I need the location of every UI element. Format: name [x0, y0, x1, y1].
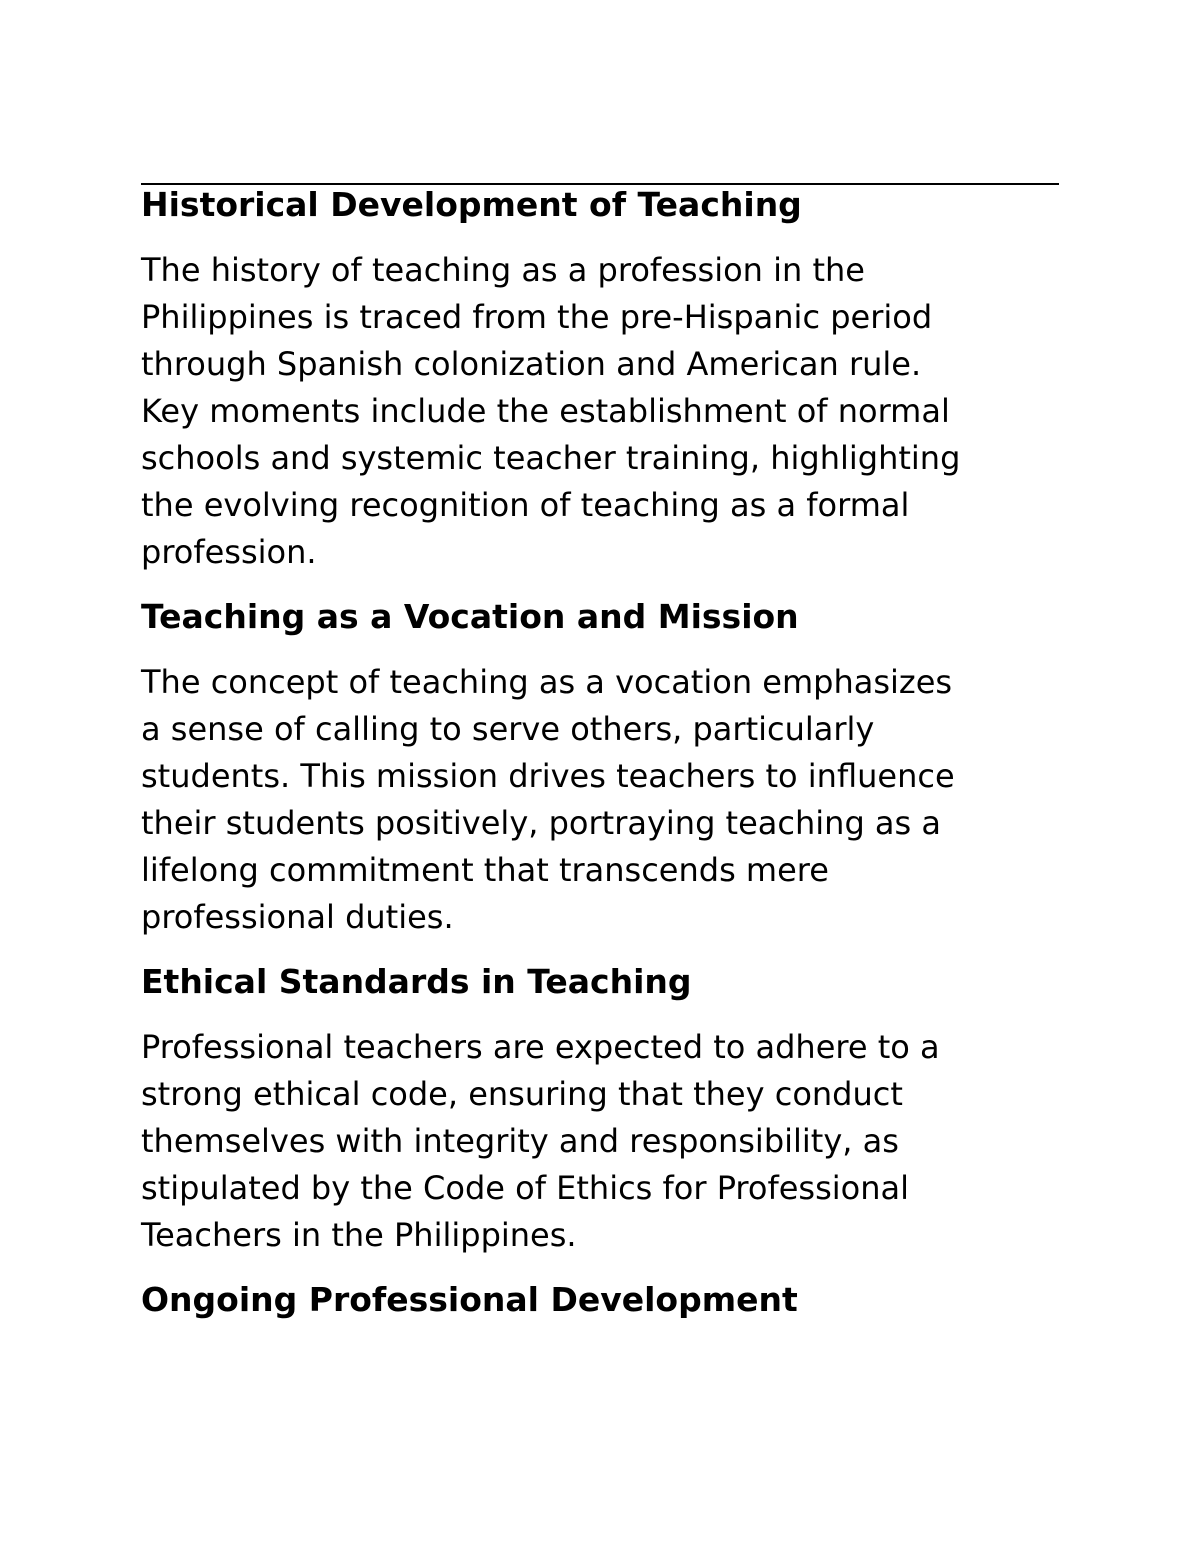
paragraph-line: themselves with integrity and responsibility, as [141, 1122, 899, 1160]
section-vocation-mission [141, 597, 1059, 941]
paragraph-line: Teachers in the Philippines. [141, 1216, 577, 1254]
paragraph-line: a sense of calling to serve others, particularly [141, 710, 875, 748]
paragraph-line: through Spanish colonization and American rule. [141, 345, 922, 383]
section-ethical-standards [141, 962, 1059, 1259]
section-heading: Teaching as a Vocation and Mission [141, 597, 799, 636]
section-paragraph [141, 1024, 1059, 1259]
paragraph-line: their students positively, portraying teaching as a [141, 804, 941, 842]
paragraph-line: profession. [141, 533, 317, 571]
paragraph-line: students. This mission drives teachers to influence [141, 757, 955, 795]
document-body [141, 185, 1059, 1342]
paragraph-line: The concept of teaching as a vocation emphasizes [141, 663, 953, 701]
section-paragraph [141, 659, 1059, 941]
paragraph-line: stipulated by the Code of Ethics for Professional [141, 1169, 909, 1207]
section-paragraph [141, 247, 1059, 576]
section-historical-development [141, 185, 1059, 576]
paragraph-line: schools and systemic teacher training, highlighting [141, 439, 961, 477]
paragraph-line: lifelong commitment that transcends mere [141, 851, 829, 889]
paragraph-line: professional duties. [141, 898, 454, 936]
section-professional-development [141, 1280, 1059, 1320]
section-heading: Ethical Standards in Teaching [141, 962, 692, 1001]
paragraph-line: strong ethical code, ensuring that they conduct [141, 1075, 903, 1113]
paragraph-line: The history of teaching as a profession in the [141, 251, 865, 289]
paragraph-line: the evolving recognition of teaching as a formal [141, 486, 910, 524]
paragraph-line: Key moments include the establishment of normal [141, 392, 950, 430]
paragraph-line: Professional teachers are expected to adhere to a [141, 1028, 940, 1066]
section-heading: Ongoing Professional Development [141, 1280, 798, 1319]
paragraph-line: Philippines is traced from the pre-Hispanic period [141, 298, 933, 336]
section-heading: Historical Development of Teaching [141, 185, 802, 224]
